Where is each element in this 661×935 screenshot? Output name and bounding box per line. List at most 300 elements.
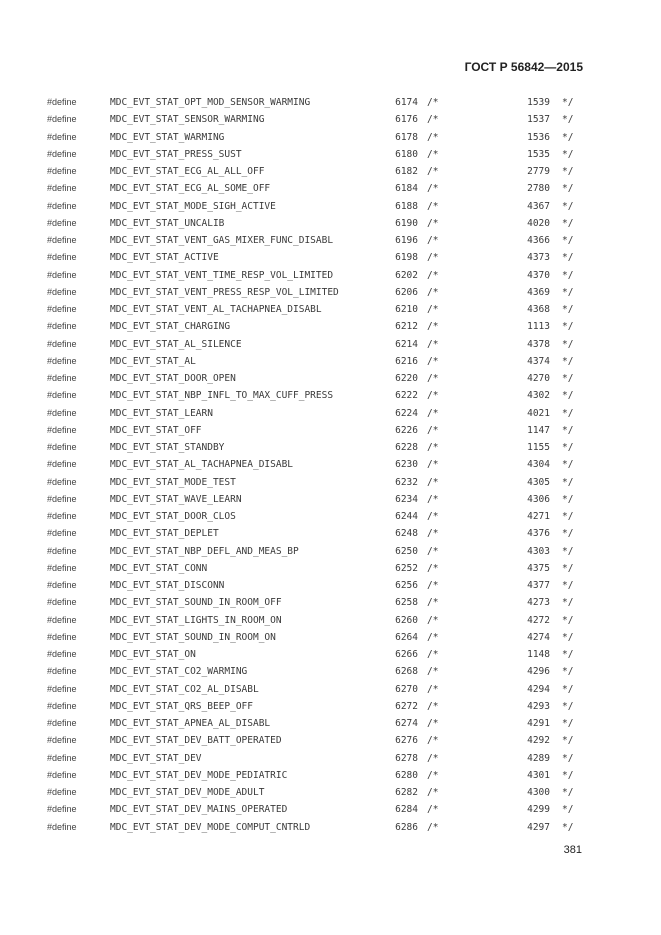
constant-name: MDC_EVT_STAT_STANDBY (110, 442, 225, 453)
comment-close: */ (562, 614, 574, 626)
comment-value: 4272 (527, 614, 550, 626)
comment-value: 1535 (527, 148, 550, 160)
constant-code: 6284 (395, 804, 418, 816)
comment-value: 4378 (527, 338, 550, 350)
comment-value: 4367 (527, 200, 550, 212)
constant-name: MDC_EVT_STAT_CONN (110, 562, 208, 574)
comment-value: 4297 (527, 821, 550, 833)
comment-value: 1147 (527, 424, 550, 436)
define-keyword: #define (47, 166, 77, 176)
comment-open: /* (427, 597, 439, 609)
comment-close: */ (562, 148, 574, 160)
define-keyword: #define (47, 442, 77, 452)
define-row (0, 163, 661, 180)
comment-open: /* (427, 97, 439, 108)
comment-value: 4305 (527, 476, 550, 488)
constant-code: 6258 (395, 597, 418, 609)
comment-open: /* (427, 666, 439, 678)
comment-open: /* (427, 321, 439, 333)
comment-value: 4271 (527, 511, 550, 522)
comment-value: 4369 (527, 286, 550, 298)
document-header: ГОСТ Р 56842—2015 (464, 60, 583, 74)
constant-code: 6232 (395, 476, 418, 488)
comment-value: 4291 (527, 718, 550, 729)
define-keyword: #define (47, 217, 77, 228)
define-keyword: #define (47, 614, 77, 625)
comment-close: */ (562, 424, 574, 436)
define-row (0, 318, 661, 335)
define-row (0, 198, 661, 215)
define-keyword: #define (47, 476, 77, 487)
comment-value: 4300 (527, 787, 550, 798)
comment-close: */ (562, 252, 574, 264)
constant-name: MDC_EVT_STAT_DEV_BATT_OPERATED (110, 735, 282, 747)
comment-open: /* (427, 148, 439, 160)
constant-name: MDC_EVT_STAT_APNEA_AL_DISABL (110, 718, 271, 729)
define-row (0, 681, 661, 698)
constant-name: MDC_EVT_STAT_VENT_TIME_RESP_VOL_LIMITED (110, 269, 334, 281)
constant-name: MDC_EVT_STAT_QRS_BEEP_OFF (110, 700, 253, 712)
comment-value: 1536 (527, 131, 550, 143)
comment-close: */ (562, 649, 574, 660)
comment-close: */ (562, 562, 574, 574)
define-row (0, 249, 661, 266)
define-keyword: #define (47, 821, 77, 832)
define-keyword: #define (47, 562, 77, 573)
comment-close: */ (562, 114, 574, 126)
define-keyword: #define (47, 718, 77, 728)
comment-close: */ (562, 735, 574, 747)
define-row (0, 474, 661, 491)
define-row (0, 750, 661, 767)
comment-close: */ (562, 442, 574, 453)
define-keyword: #define (47, 631, 77, 642)
constant-name: MDC_EVT_STAT_ACTIVE (110, 252, 219, 264)
define-keyword: #define (47, 373, 77, 383)
define-keyword: #define (47, 649, 77, 659)
constant-code: 6244 (395, 511, 418, 522)
constant-code: 6202 (395, 269, 418, 281)
comment-close: */ (562, 131, 574, 143)
define-row (0, 629, 661, 646)
constant-name: MDC_EVT_STAT_CO2_WARMING (110, 666, 248, 678)
define-row (0, 612, 661, 629)
define-keyword: #define (47, 493, 77, 504)
define-row (0, 301, 661, 318)
comment-value: 4299 (527, 804, 550, 816)
constant-name: MDC_EVT_STAT_AL_SILENCE (110, 338, 242, 350)
constant-code: 6276 (395, 735, 418, 747)
constant-name: MDC_EVT_STAT_OPT_MOD_SENSOR_WARMING (110, 97, 311, 108)
constant-code: 6256 (395, 580, 418, 591)
comment-value: 4375 (527, 562, 550, 574)
comment-close: */ (562, 97, 574, 108)
comment-value: 4377 (527, 580, 550, 591)
constant-code: 6180 (395, 148, 418, 160)
define-row (0, 146, 661, 163)
define-keyword: #define (47, 114, 77, 125)
define-row (0, 715, 661, 732)
comment-close: */ (562, 804, 574, 816)
comment-value: 1155 (527, 442, 550, 453)
comment-close: */ (562, 752, 574, 764)
comment-open: /* (427, 545, 439, 557)
define-row (0, 663, 661, 680)
define-row (0, 801, 661, 818)
comment-open: /* (427, 407, 439, 419)
comment-close: */ (562, 476, 574, 488)
constant-code: 6282 (395, 787, 418, 798)
define-row (0, 560, 661, 577)
constant-name: MDC_EVT_STAT_VENT_PRESS_RESP_VOL_LIMITED (110, 286, 339, 298)
constant-name: MDC_EVT_STAT_MODE_SIGH_ACTIVE (110, 200, 276, 212)
define-row (0, 353, 661, 370)
comment-close: */ (562, 631, 574, 643)
constant-code: 6190 (395, 217, 418, 229)
define-row (0, 370, 661, 387)
comment-open: /* (427, 355, 439, 367)
page-number: 381 (563, 844, 582, 856)
define-keyword: #define (47, 752, 77, 763)
define-row (0, 439, 661, 456)
constant-name: MDC_EVT_STAT_OFF (110, 424, 202, 436)
constant-code: 6266 (395, 649, 418, 660)
comment-value: 4373 (527, 252, 550, 264)
constant-name: MDC_EVT_STAT_DEV_MODE_PEDIATRIC (110, 769, 288, 781)
comment-close: */ (562, 355, 574, 367)
constant-code: 6274 (395, 718, 418, 729)
constant-code: 6216 (395, 355, 418, 367)
comment-open: /* (427, 718, 439, 729)
comment-value: 2779 (527, 166, 550, 177)
constant-name: MDC_EVT_STAT_LIGHTS_IN_ROOM_ON (110, 614, 282, 626)
comment-open: /* (427, 769, 439, 781)
constant-name: MDC_EVT_STAT_DEV (110, 752, 202, 764)
comment-open: /* (427, 373, 439, 384)
define-keyword: #define (47, 183, 77, 194)
comment-open: /* (427, 114, 439, 126)
comment-open: /* (427, 821, 439, 833)
comment-close: */ (562, 373, 574, 384)
define-keyword: #define (47, 459, 77, 470)
comment-value: 1148 (527, 649, 550, 660)
comment-value: 4374 (527, 355, 550, 367)
comment-close: */ (562, 166, 574, 177)
define-keyword: #define (47, 580, 77, 590)
comment-open: /* (427, 252, 439, 264)
comment-open: /* (427, 304, 439, 315)
comment-value: 1539 (527, 97, 550, 108)
comment-open: /* (427, 442, 439, 453)
define-keyword: #define (47, 424, 77, 435)
comment-open: /* (427, 683, 439, 695)
define-keyword: #define (47, 131, 77, 142)
define-row (0, 284, 661, 301)
comment-close: */ (562, 787, 574, 798)
comment-open: /* (427, 562, 439, 574)
define-keyword: #define (47, 269, 77, 280)
comment-value: 4304 (527, 459, 550, 471)
comment-close: */ (562, 286, 574, 298)
constant-name: MDC_EVT_STAT_DEPLET (110, 528, 219, 540)
define-row (0, 698, 661, 715)
comment-value: 4368 (527, 304, 550, 315)
comment-value: 1537 (527, 114, 550, 126)
constant-code: 6230 (395, 459, 418, 471)
comment-close: */ (562, 597, 574, 609)
comment-open: /* (427, 286, 439, 298)
comment-open: /* (427, 614, 439, 626)
comment-value: 4289 (527, 752, 550, 764)
define-keyword: #define (47, 407, 77, 418)
constant-code: 6184 (395, 183, 418, 195)
constant-code: 6270 (395, 683, 418, 695)
constant-name: MDC_EVT_STAT_PRESS_SUST (110, 148, 242, 160)
comment-close: */ (562, 493, 574, 505)
define-row (0, 508, 661, 525)
constant-code: 6224 (395, 407, 418, 419)
constant-code: 6206 (395, 286, 418, 298)
define-keyword: #define (47, 804, 77, 815)
define-row (0, 422, 661, 439)
constant-name: MDC_EVT_STAT_SOUND_IN_ROOM_ON (110, 631, 276, 643)
define-keyword: #define (47, 511, 77, 521)
comment-close: */ (562, 321, 574, 333)
comment-close: */ (562, 269, 574, 281)
constant-code: 6228 (395, 442, 418, 453)
comment-value: 4294 (527, 683, 550, 695)
define-keyword: #define (47, 683, 77, 694)
comment-value: 4020 (527, 217, 550, 229)
define-keyword: #define (47, 148, 77, 159)
comment-value: 4303 (527, 545, 550, 557)
constant-name: MDC_EVT_STAT_NBP_DEFL_AND_MEAS_BP (110, 545, 299, 557)
comment-open: /* (427, 528, 439, 540)
constant-name: MDC_EVT_STAT_WARMING (110, 131, 225, 143)
constant-name: MDC_EVT_STAT_DOOR_CLOS (110, 511, 236, 522)
comment-open: /* (427, 269, 439, 281)
constant-name: MDC_EVT_STAT_AL_TACHAPNEA_DISABL (110, 459, 294, 471)
constant-name: MDC_EVT_STAT_SENSOR_WARMING (110, 114, 265, 126)
comment-close: */ (562, 718, 574, 729)
constant-code: 6222 (395, 390, 418, 402)
constant-name: MDC_EVT_STAT_SOUND_IN_ROOM_OFF (110, 597, 282, 609)
comment-close: */ (562, 545, 574, 557)
constant-name: MDC_EVT_STAT_DEV_MODE_ADULT (110, 787, 265, 798)
comment-value: 4302 (527, 390, 550, 402)
define-keyword: #define (47, 286, 77, 297)
comment-open: /* (427, 235, 439, 246)
constant-code: 6280 (395, 769, 418, 781)
constant-name: MDC_EVT_STAT_ON (110, 649, 196, 660)
define-keyword: #define (47, 304, 77, 314)
constant-code: 6210 (395, 304, 418, 315)
define-row (0, 543, 661, 560)
define-keyword: #define (47, 97, 77, 107)
comment-close: */ (562, 390, 574, 402)
comment-value: 4370 (527, 269, 550, 281)
constant-name: MDC_EVT_STAT_UNCALIB (110, 217, 225, 229)
comment-value: 4021 (527, 407, 550, 419)
comment-open: /* (427, 390, 439, 402)
constant-code: 6250 (395, 545, 418, 557)
comment-value: 4274 (527, 631, 550, 643)
define-row (0, 215, 661, 232)
comment-open: /* (427, 493, 439, 505)
constant-name: MDC_EVT_STAT_CO2_AL_DISABL (110, 683, 259, 695)
comment-close: */ (562, 338, 574, 350)
define-keyword: #define (47, 666, 77, 677)
comment-value: 4273 (527, 597, 550, 609)
comment-close: */ (562, 200, 574, 212)
constant-code: 6268 (395, 666, 418, 678)
define-row (0, 456, 661, 473)
constant-name: MDC_EVT_STAT_ECG_AL_SOME_OFF (110, 183, 271, 195)
comment-close: */ (562, 821, 574, 833)
comment-close: */ (562, 407, 574, 419)
constant-name: MDC_EVT_STAT_NBP_INFL_TO_MAX_CUFF_PRESS (110, 390, 334, 402)
comment-close: */ (562, 304, 574, 315)
comment-value: 1113 (527, 321, 550, 333)
comment-close: */ (562, 683, 574, 695)
constant-code: 6178 (395, 131, 418, 143)
define-row (0, 646, 661, 663)
comment-value: 4366 (527, 235, 550, 246)
constant-code: 6226 (395, 424, 418, 436)
comment-open: /* (427, 217, 439, 229)
comment-open: /* (427, 511, 439, 522)
comment-open: /* (427, 200, 439, 212)
constant-name: MDC_EVT_STAT_VENT_GAS_MIXER_FUNC_DISABL (110, 235, 334, 246)
define-row (0, 94, 661, 111)
constant-code: 6264 (395, 631, 418, 643)
constant-code: 6220 (395, 373, 418, 384)
define-row (0, 405, 661, 422)
comment-value: 4293 (527, 700, 550, 712)
constant-code: 6174 (395, 97, 418, 108)
comment-close: */ (562, 511, 574, 522)
constant-code: 6198 (395, 252, 418, 264)
comment-close: */ (562, 235, 574, 246)
comment-open: /* (427, 787, 439, 798)
define-row (0, 525, 661, 542)
define-keyword: #define (47, 200, 77, 211)
comment-value: 4296 (527, 666, 550, 678)
comment-open: /* (427, 752, 439, 764)
define-list (0, 94, 661, 836)
comment-close: */ (562, 183, 574, 195)
define-row (0, 336, 661, 353)
comment-open: /* (427, 700, 439, 712)
constant-code: 6212 (395, 321, 418, 333)
define-keyword: #define (47, 235, 77, 245)
constant-name: MDC_EVT_STAT_MODE_TEST (110, 476, 236, 488)
constant-code: 6286 (395, 821, 418, 833)
comment-open: /* (427, 804, 439, 816)
comment-open: /* (427, 424, 439, 436)
constant-code: 6260 (395, 614, 418, 626)
constant-code: 6182 (395, 166, 418, 177)
comment-open: /* (427, 131, 439, 143)
define-keyword: #define (47, 787, 77, 797)
comment-open: /* (427, 735, 439, 747)
constant-code: 6188 (395, 200, 418, 212)
define-row (0, 784, 661, 801)
define-row (0, 732, 661, 749)
constant-code: 6196 (395, 235, 418, 246)
constant-code: 6248 (395, 528, 418, 540)
define-row (0, 767, 661, 784)
comment-open: /* (427, 166, 439, 177)
constant-code: 6214 (395, 338, 418, 350)
comment-close: */ (562, 217, 574, 229)
constant-name: MDC_EVT_STAT_LEARN (110, 407, 213, 419)
constant-name: MDC_EVT_STAT_DISCONN (110, 580, 225, 591)
constant-code: 6234 (395, 493, 418, 505)
constant-name: MDC_EVT_STAT_DEV_MAINS_OPERATED (110, 804, 288, 816)
define-keyword: #define (47, 769, 77, 780)
constant-code: 6252 (395, 562, 418, 574)
comment-open: /* (427, 580, 439, 591)
comment-close: */ (562, 769, 574, 781)
define-keyword: #define (47, 321, 77, 332)
constant-name: MDC_EVT_STAT_CHARGING (110, 321, 231, 333)
comment-open: /* (427, 338, 439, 350)
comment-open: /* (427, 476, 439, 488)
define-row (0, 129, 661, 146)
comment-open: /* (427, 649, 439, 660)
constant-code: 6278 (395, 752, 418, 764)
define-keyword: #define (47, 355, 77, 366)
comment-close: */ (562, 580, 574, 591)
comment-value: 4306 (527, 493, 550, 505)
constant-name: MDC_EVT_STAT_DOOR_OPEN (110, 373, 236, 384)
comment-open: /* (427, 459, 439, 471)
comment-open: /* (427, 183, 439, 195)
define-keyword: #define (47, 252, 77, 263)
define-row (0, 594, 661, 611)
comment-close: */ (562, 666, 574, 678)
comment-close: */ (562, 700, 574, 712)
comment-open: /* (427, 631, 439, 643)
comment-value: 4270 (527, 373, 550, 384)
define-row (0, 180, 661, 197)
define-keyword: #define (47, 528, 77, 539)
define-keyword: #define (47, 390, 77, 401)
define-keyword: #define (47, 338, 77, 349)
define-row (0, 267, 661, 284)
comment-value: 4292 (527, 735, 550, 747)
define-keyword: #define (47, 700, 77, 711)
define-row (0, 819, 661, 836)
constant-name: MDC_EVT_STAT_AL (110, 355, 196, 367)
constant-code: 6176 (395, 114, 418, 126)
constant-name: MDC_EVT_STAT_DEV_MODE_COMPUT_CNTRLD (110, 821, 311, 833)
define-row (0, 111, 661, 128)
define-row (0, 491, 661, 508)
comment-close: */ (562, 528, 574, 540)
constant-code: 6272 (395, 700, 418, 712)
define-keyword: #define (47, 545, 77, 556)
comment-value: 4376 (527, 528, 550, 540)
define-row (0, 387, 661, 404)
define-keyword: #define (47, 597, 77, 608)
define-row (0, 577, 661, 594)
define-row (0, 232, 661, 249)
define-keyword: #define (47, 735, 77, 746)
constant-name: MDC_EVT_STAT_ECG_AL_ALL_OFF (110, 166, 265, 177)
comment-value: 2780 (527, 183, 550, 195)
